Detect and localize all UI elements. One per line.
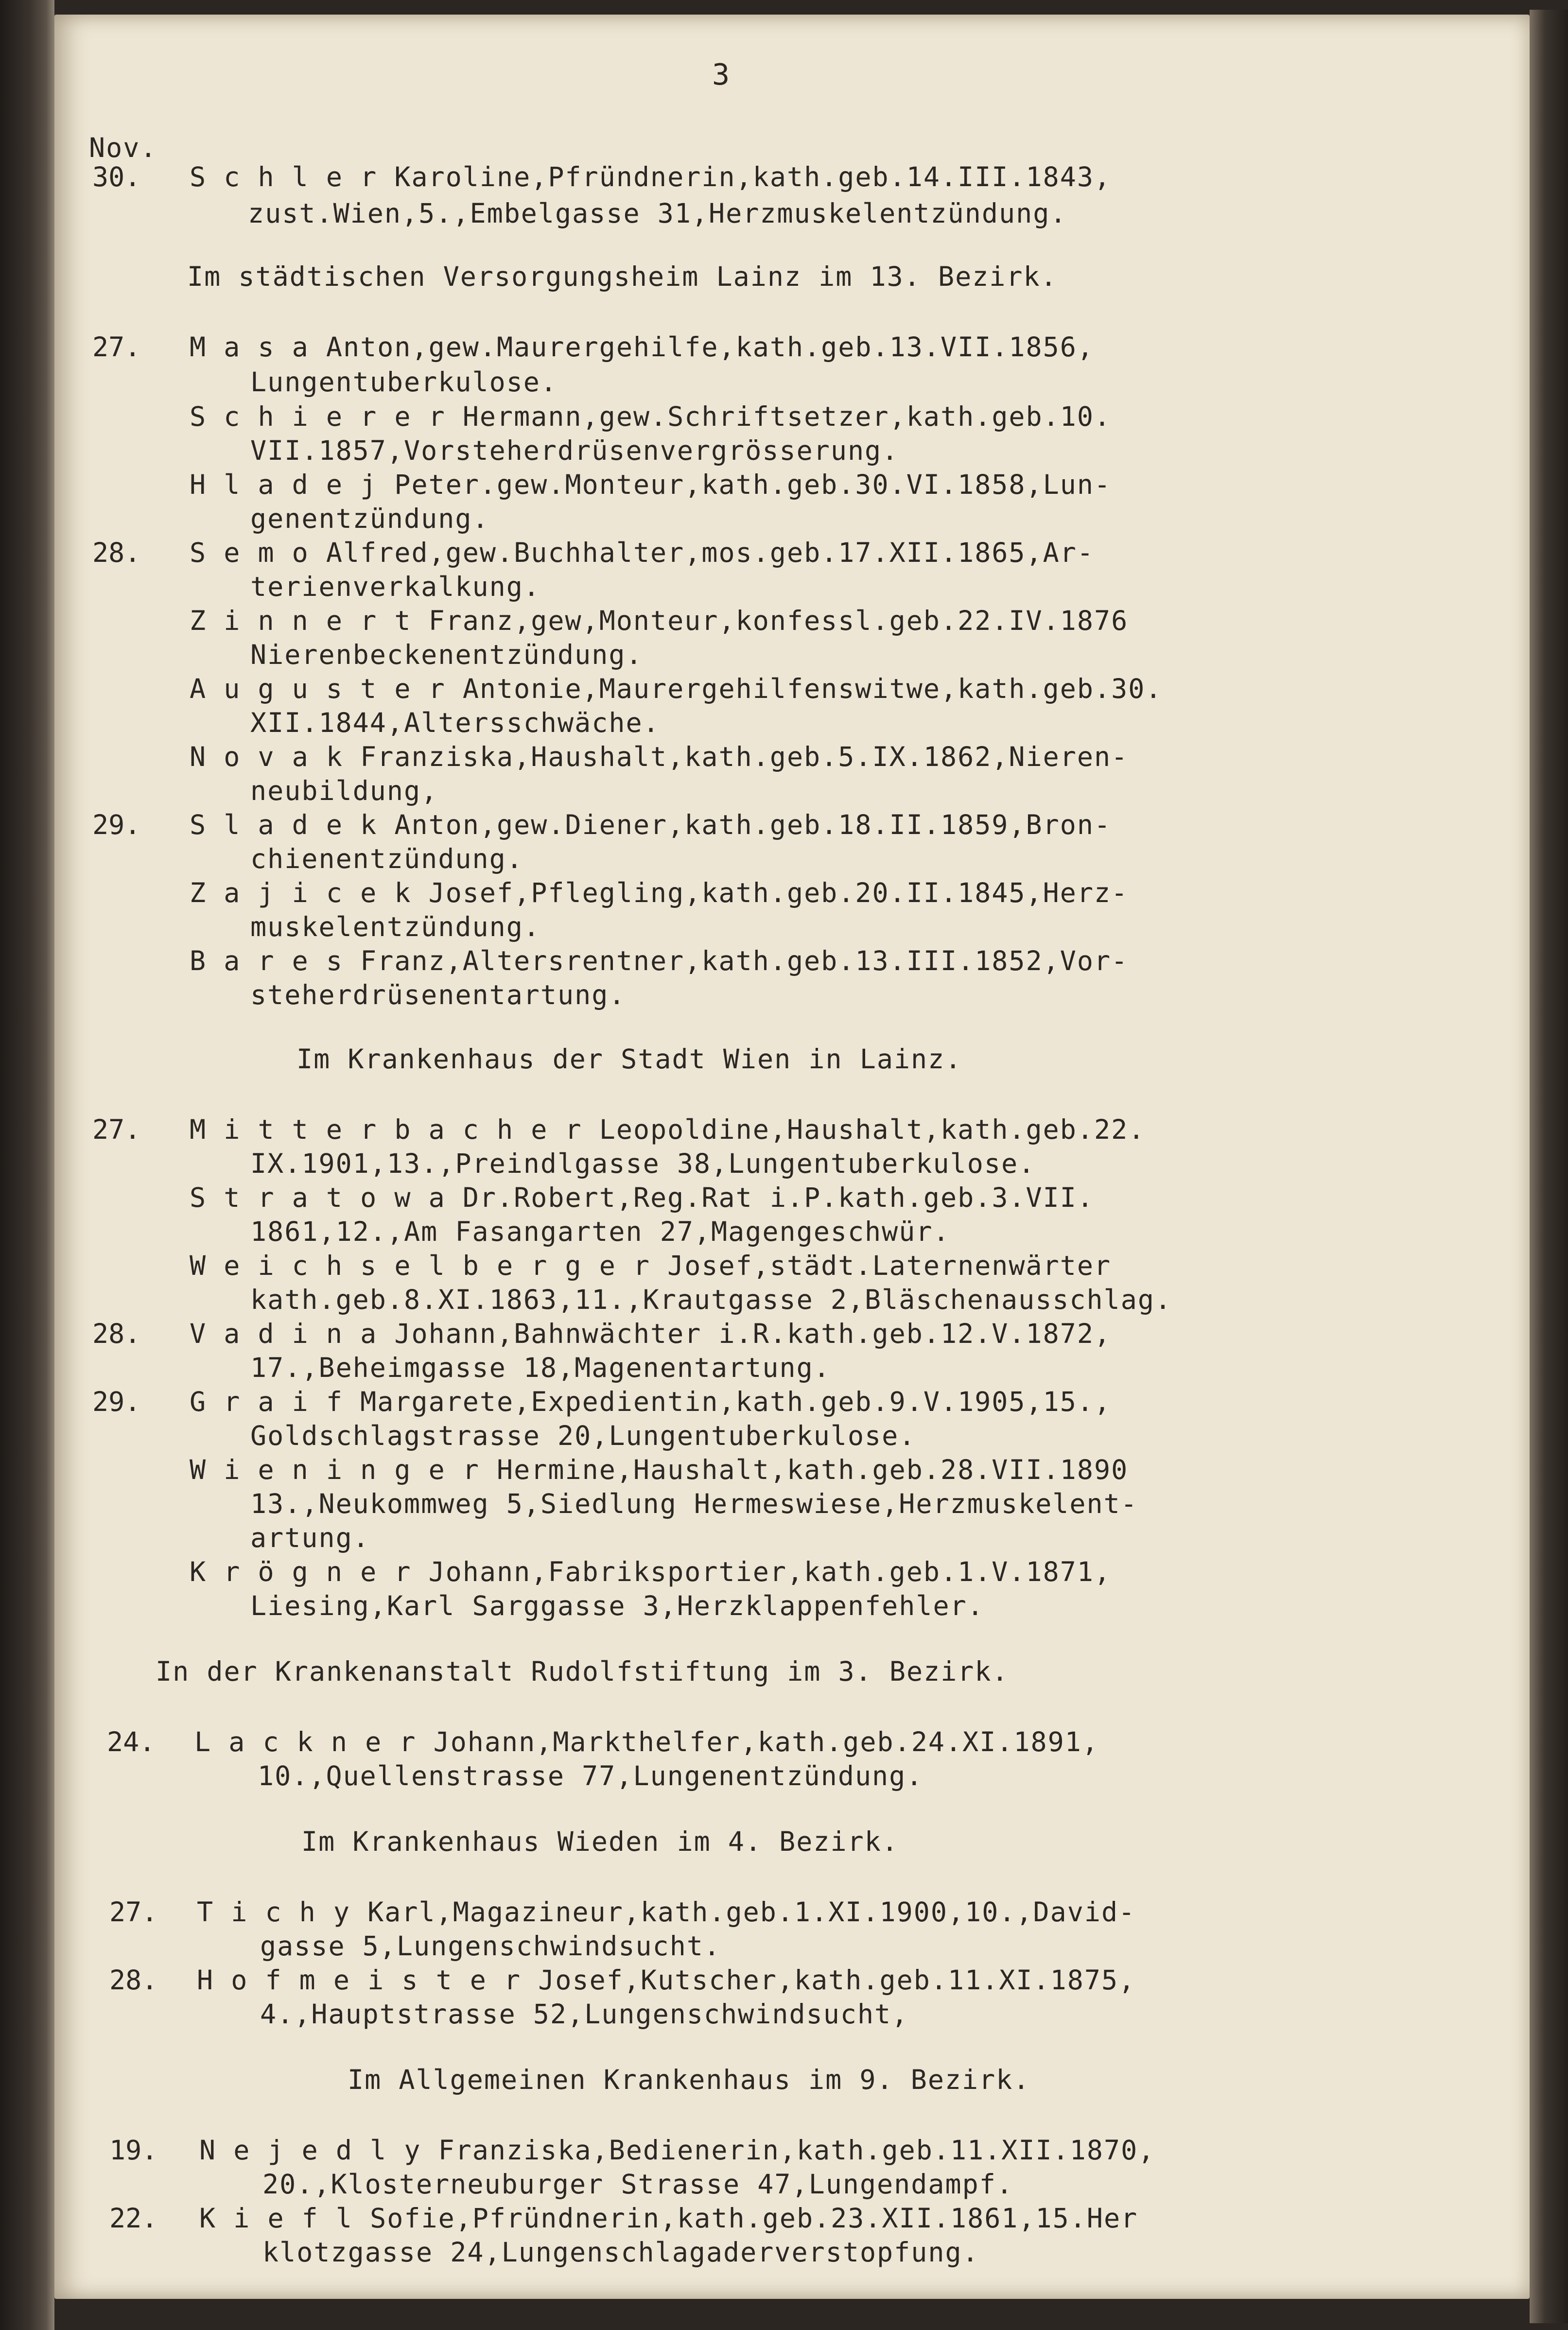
entry-date: 29. [92, 809, 141, 840]
entry-date: 24. [107, 1726, 156, 1757]
entry-continuation-line: Goldschlagstrasse 20,Lungentuberkulose. [250, 1420, 916, 1451]
section-heading: Im städtischen Versorgungsheim Lainz im 13. Bezirk. [187, 261, 1058, 292]
entry-continuation-line: artung. [250, 1522, 370, 1553]
entry-details: Karoline,Pfründnerin,kath.geb.14.III.1843, [377, 161, 1112, 192]
entry-details: Margarete,Expedientin,kath.geb.9.V.1905,15., [343, 1386, 1112, 1417]
spaced-surname: S c h l e r [190, 161, 378, 192]
entry-date: 30. [92, 161, 141, 192]
entry-date: 28. [109, 1965, 158, 1996]
entry-continuation-line: Lungentuberkulose. [250, 366, 558, 398]
entry-continuation-line: 17.,Beheimgasse 18,Magenentartung. [250, 1352, 831, 1383]
spaced-surname: M i t t e r b a c h e r [190, 1114, 582, 1145]
entry-details: Josef,städt.Laternenwärter [650, 1250, 1112, 1281]
entry-continuation-line: gasse 5,Lungenschwindsucht. [260, 1930, 721, 1962]
spaced-surname: H l a d e j [190, 469, 378, 500]
entry-details: Franz,gew,Monteur,konfessl.geb.22.IV.1876 [411, 605, 1129, 636]
register-entry-line [197, 1895, 1135, 1929]
register-entry-line [197, 1964, 1135, 1997]
register-entry-line [190, 1385, 1111, 1418]
register-entry-line [199, 2134, 1155, 2167]
register-entry-line [190, 1453, 1128, 1486]
register-entry-line [190, 160, 1111, 193]
month-label: Nov. [89, 132, 157, 163]
entry-continuation-line: chienentzündung. [250, 843, 523, 874]
entry-date: 19. [109, 2135, 158, 2166]
register-entry-line [194, 1725, 1099, 1758]
register-entry-line [190, 536, 1094, 569]
register-entry-line [190, 1249, 1111, 1282]
register-entry-line [190, 672, 1162, 705]
spaced-surname: S c h i e r e r [190, 401, 446, 432]
section-heading: In der Krankenanstalt Rudolfstiftung im 3. Bezirk. [156, 1656, 1009, 1687]
spaced-surname: A u g u s t e r [190, 673, 446, 704]
entry-details: Hermann,gew.Schriftsetzer,kath.geb.10. [445, 401, 1112, 432]
entry-details: Dr.Robert,Reg.Rat i.P.kath.geb.3.VII. [445, 1182, 1094, 1213]
spaced-surname: K i e f l [199, 2203, 353, 2234]
spaced-surname: W i e n i n g e r [190, 1454, 480, 1485]
spaced-surname: M a s a [190, 331, 309, 363]
entry-continuation-line: terienverkalkung. [250, 571, 540, 602]
entry-continuation-line: genentzündung. [250, 503, 489, 534]
spaced-surname: Z i n n e r t [190, 605, 412, 636]
entry-date: 28. [92, 537, 141, 568]
entry-date: 27. [92, 331, 141, 363]
entry-continuation-line: klotzgasse 24,Lungenschlagaderverstopfung. [262, 2237, 979, 2268]
entry-details: Antonie,Maurergehilfenswitwe,kath.geb.30. [445, 673, 1163, 704]
entry-continuation-line: IX.1901,13.,Preindlgasse 38,Lungentuberkulose. [250, 1148, 1036, 1179]
register-entry-line [190, 1555, 1111, 1588]
entry-continuation-line: 10.,Quellenstrasse 77,Lungenentzündung. [258, 1760, 923, 1791]
entry-continuation-line: 13.,Neukommweg 5,Siedlung Hermeswiese,Herzmuskelent- [250, 1488, 1138, 1519]
page-number: 3 [712, 58, 731, 92]
entry-details: Anton,gew.Diener,kath.geb.18.II.1859,Bron- [377, 809, 1112, 840]
entry-continuation-line: 20.,Klosterneuburger Strasse 47,Lungendampf. [262, 2169, 1013, 2200]
spaced-surname: S e m o [190, 537, 309, 568]
entry-continuation-line: VII.1857,Vorsteherdrüsenvergrösserung. [250, 435, 899, 466]
spaced-surname: K r ö g n e r [190, 1556, 412, 1587]
entry-details: Karl,Magazineur,kath.geb.1.XI.1900,10.,David- [350, 1896, 1136, 1928]
register-entry-line [190, 944, 1128, 977]
spaced-surname: N o v a k [190, 741, 344, 772]
entry-continuation-line: XII.1844,Altersschwäche. [250, 707, 660, 738]
entry-details: Franziska,Bedienerin,kath.geb.11.XII.1870, [421, 2135, 1155, 2166]
entry-details: Josef,Kutscher,kath.geb.11.XI.1875, [521, 1965, 1136, 1996]
entry-details: Leopoldine,Haushalt,kath.geb.22. [582, 1114, 1146, 1145]
entry-details: Johann,Fabriksportier,kath.geb.1.V.1871, [411, 1556, 1112, 1587]
book-binding [0, 0, 54, 2330]
entry-continuation-line: zust.Wien,5.,Embelgasse 31,Herzmuskelentzündung. [248, 198, 1067, 229]
entry-continuation-line: steherdrüsenentartung. [250, 979, 626, 1010]
entry-continuation-line: 1861,12.,Am Fasangarten 27,Magengeschwür. [250, 1216, 950, 1247]
entry-date: 29. [92, 1386, 141, 1417]
entry-date: 28. [92, 1318, 141, 1349]
section-heading: Im Krankenhaus Wieden im 4. Bezirk. [301, 1826, 899, 1857]
register-entry-line [190, 468, 1111, 501]
entry-date: 27. [109, 1896, 158, 1928]
entry-continuation-line: Nierenbeckenentzündung. [250, 639, 643, 670]
entry-details: Hermine,Haushalt,kath.geb.28.VII.1890 [479, 1454, 1129, 1485]
entry-continuation-line: neubildung, [250, 775, 438, 806]
register-entry-line [190, 1113, 1145, 1146]
entry-date: 27. [92, 1114, 141, 1145]
register-entry-line [190, 808, 1111, 841]
entry-details: Alfred,gew.Buchhalter,mos.geb.17.XII.1865,Ar- [309, 537, 1094, 568]
spaced-surname: V a d i n a [190, 1318, 378, 1349]
register-entry-line [190, 876, 1128, 909]
entry-details: Franz,Altersrentner,kath.geb.13.III.1852,Vor- [343, 945, 1129, 976]
register-entry-line [190, 400, 1111, 433]
entry-details: Josef,Pflegling,kath.geb.20.II.1845,Herz- [411, 877, 1129, 908]
register-entry-line [190, 1317, 1111, 1350]
entry-continuation-line: Liesing,Karl Sarggasse 3,Herzklappenfehler. [250, 1590, 984, 1621]
entry-continuation-line: kath.geb.8.XI.1863,11.,Krautgasse 2,Bläschenausschlag. [250, 1284, 1172, 1315]
spaced-surname: S t r a t o w a [190, 1182, 446, 1213]
spaced-surname: B a r e s [190, 945, 344, 976]
register-entry-line [199, 2202, 1138, 2235]
book-edge [1530, 10, 1568, 2323]
register-entry-line [190, 330, 1094, 364]
section-heading: Im Allgemeinen Krankenhaus im 9. Bezirk. [348, 2064, 1030, 2095]
spaced-surname: L a c k n e r [194, 1726, 417, 1757]
entry-details: Franziska,Haushalt,kath.geb.5.IX.1862,Nieren- [343, 741, 1129, 772]
entry-date: 22. [109, 2203, 158, 2234]
section-heading: Im Krankenhaus der Stadt Wien in Lainz. [296, 1043, 962, 1075]
spaced-surname: T i c h y [197, 1896, 351, 1928]
entry-details: Johann,Bahnwächter i.R.kath.geb.12.V.1872, [377, 1318, 1112, 1349]
entry-continuation-line: 4.,Hauptstrasse 52,Lungenschwindsucht, [260, 1999, 909, 2030]
entry-details: Anton,gew.Maurergehilfe,kath.geb.13.VII.1856, [309, 331, 1094, 363]
entry-details: Johann,Markthelfer,kath.geb.24.XI.1891, [416, 1726, 1099, 1757]
entry-details: Sofie,Pfründnerin,kath.geb.23.XII.1861,15.Her [353, 2203, 1138, 2234]
register-entry-line [190, 604, 1128, 637]
spaced-surname: G r a i f [190, 1386, 344, 1417]
register-entry-line [190, 740, 1128, 773]
spaced-surname: S l a d e k [190, 809, 378, 840]
spaced-surname: Z a j i c e k [190, 877, 412, 908]
entry-continuation-line: muskelentzündung. [250, 911, 540, 942]
spaced-surname: W e i c h s e l b e r g e r [190, 1250, 651, 1281]
entry-details: Peter.gew.Monteur,kath.geb.30.VI.1858,Lun- [377, 469, 1112, 500]
spaced-surname: N e j e d l y [199, 2135, 421, 2166]
spaced-surname: H o f m e i s t e r [197, 1965, 522, 1996]
register-entry-line [190, 1181, 1094, 1214]
